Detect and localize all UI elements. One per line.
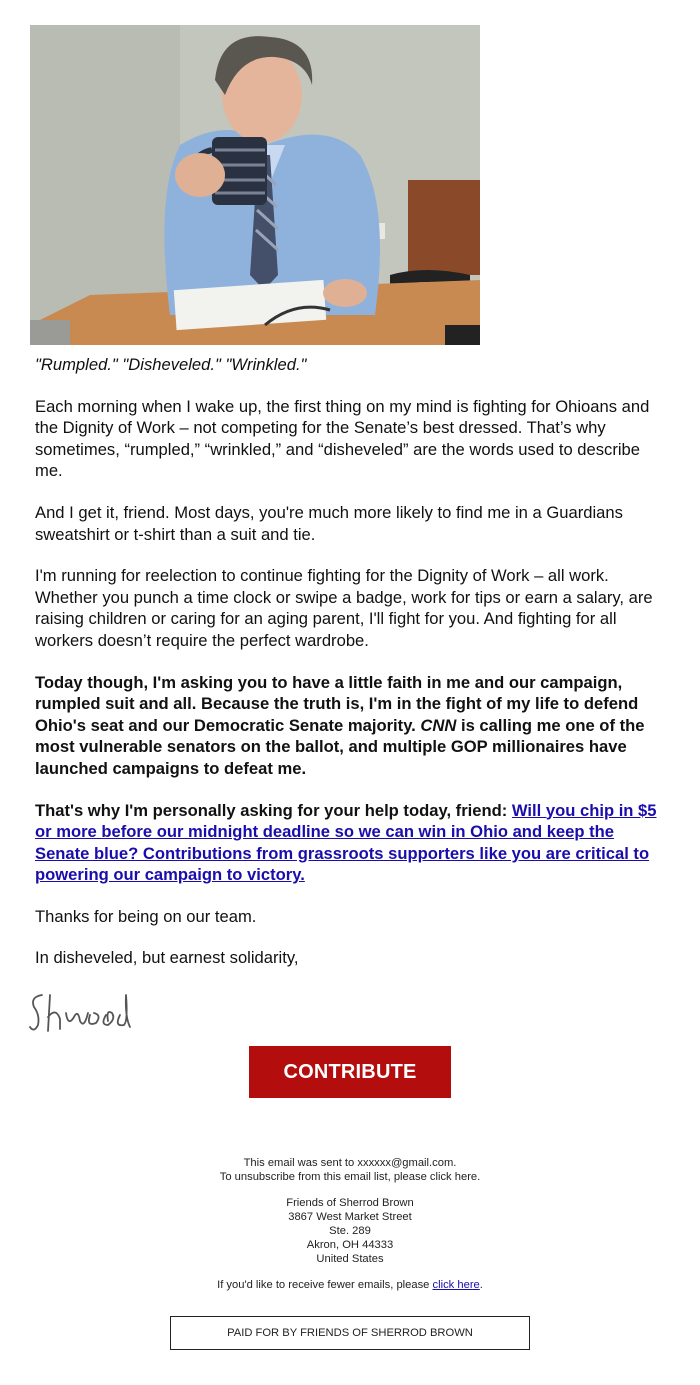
fewer-emails-line (0, 1278, 700, 1292)
paragraph-2: And I get it, friend. Most days, you're much more likely to find me in a Guardians sweatshirt or t-shirt than a suit and tie. (35, 502, 623, 544)
paragraph-5-lead: That's why I'm personally asking for your help today, friend: (35, 800, 512, 820)
paragraph-4-part-2: is calling me one of the most vulnerable senators on the ballot, and multiple GOP millionaires have launched campaigns to defeat me. (35, 715, 645, 778)
signature-image (28, 985, 138, 1040)
address-suite: Ste. 289 (329, 1225, 371, 1237)
email-body (35, 354, 667, 989)
address-country: United States (316, 1253, 384, 1265)
paragraph-4 (35, 672, 667, 780)
address-city: Akron, OH 44333 (306, 1239, 394, 1251)
cnn-mention: CNN (420, 715, 457, 735)
fewer-emails-link[interactable]: click here (432, 1279, 480, 1291)
paragraph-3: I'm running for reelection to continue fighting for the Dignity of Work – all work. Whether you punch a time clock or swipe a badge, work for tips or earn a salary, are raising children or caring for an aging parent, I'll fight for you. And fighting for all workers doesn’t require the perfect wardrobe. (35, 566, 653, 650)
paid-for-disclaimer: PAID FOR BY FRIENDS OF SHERROD BROWN (170, 1316, 530, 1350)
paragraph-4-part-1: Today though, I'm asking you to have a little faith in me and our campaign, rumpled suit and all. Because the truth is, I'm in the fight of my life to defend Ohio's seat and our Democratic Senate majority. (35, 672, 639, 735)
footer-address (0, 1196, 700, 1266)
photo-caption: "Rumpled." "Disheveled." "Wrinkled." (35, 355, 307, 374)
donate-link[interactable]: Will you chip in $5 or more before our midnight deadline so we can win in Ohio and keep the Senate blue? Contributions from grassroots supporters like you are critical to powering our campaign to victory. (35, 800, 657, 885)
fewer-emails-prefix: If you'd like to receive fewer emails, please (217, 1279, 433, 1291)
paragraph-6: Thanks for being on our team. (35, 906, 257, 926)
address-street: 3867 West Market Street (288, 1211, 412, 1223)
address-org: Friends of Sherrod Brown (286, 1197, 414, 1209)
paragraph-1: Each morning when I wake up, the first thing on my mind is fighting for Ohioans and the Dignity of Work – not competing for the Senate’s best dressed. That’s why sometimes, “rumpled,” “wrinkled,” and “disheveled” are the words used to describe me. (35, 396, 650, 481)
fewer-emails-suffix: . (479, 1279, 483, 1291)
sent-to-text: This email was sent to xxxxxx@gmail.com. (243, 1157, 457, 1169)
closing-line: In disheveled, but earnest solidarity, (35, 948, 299, 968)
unsubscribe-text[interactable]: To unsubscribe from this email list, please click here. (219, 1171, 481, 1183)
hero-photo (30, 25, 480, 345)
contribute-button[interactable]: CONTRIBUTE (249, 1046, 451, 1098)
hero-photo-illustration (30, 25, 480, 345)
footer-email-notice (0, 1156, 700, 1184)
footer (0, 1156, 700, 1304)
paragraph-5 (35, 800, 667, 886)
signature-handwriting (28, 985, 138, 1040)
